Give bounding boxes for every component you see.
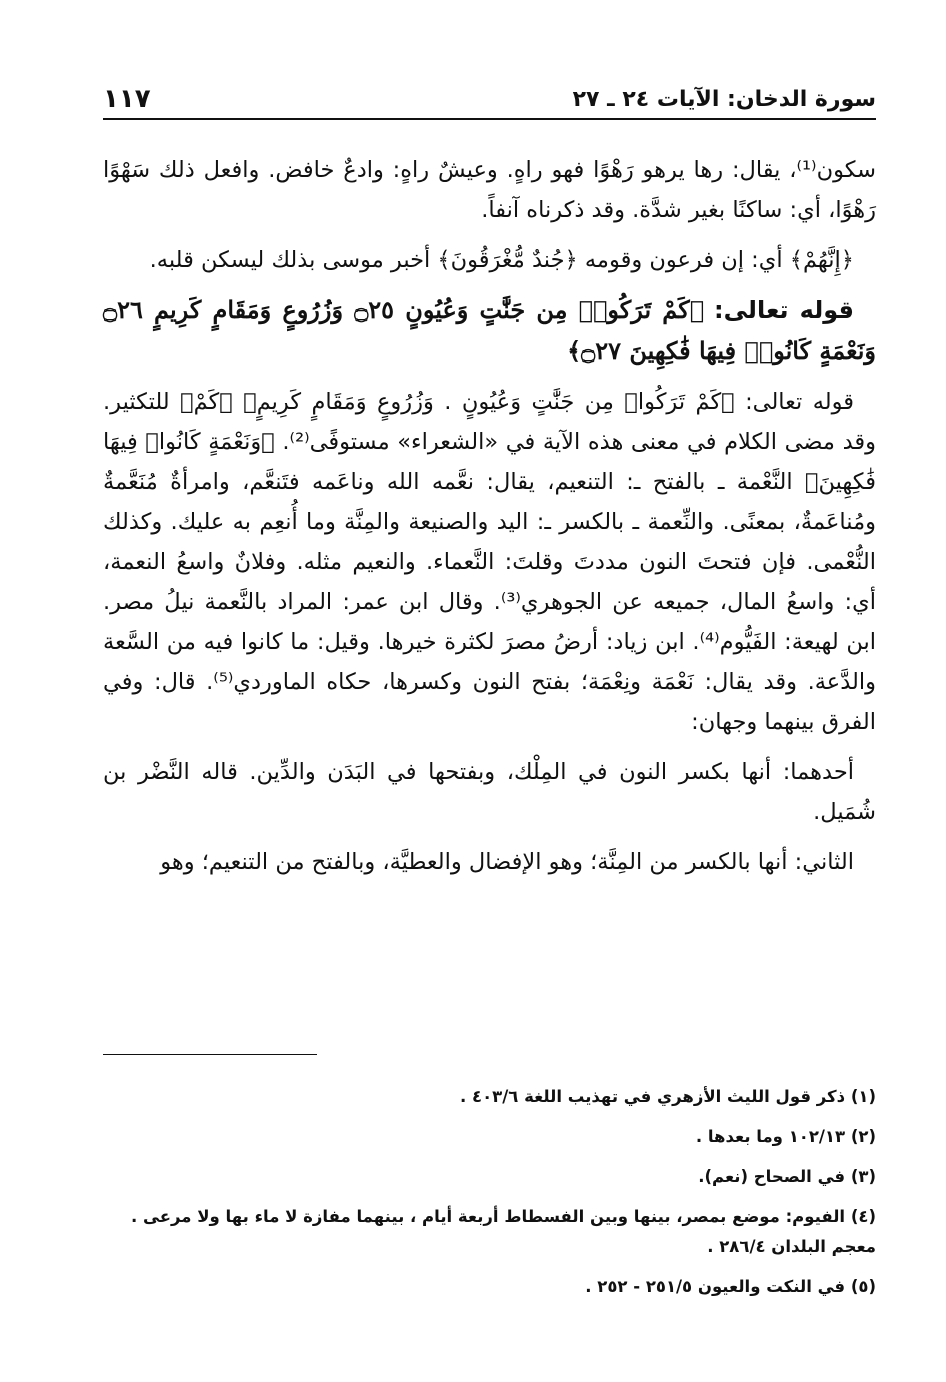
paragraph-5: الثاني: أنها بالكسر من المِنَّة؛ وهو الإفضال والعطيَّة، وبالفتح من التنعيم؛ وهو (160, 849, 854, 875)
main-text (103, 150, 876, 892)
footnotes (103, 1082, 876, 1312)
paragraph-2: ﴿إِنَّهُمْ﴾ أي: إن فرعون وقومه ﴿جُندٌ مُّغْرَقُونَ﴾ أخبر موسى بذلك ليسكن قلبه. (149, 247, 854, 273)
book-page (103, 0, 876, 1382)
footnote-4: (٤) الفيوم: موضع بمصر، بينها وبين الفسطاط أربعة أيام ، بينهما مفازة لا ماء بها ولا مرعى . معجم البلدان ٢٨٦/٤ . (131, 1207, 876, 1256)
running-header (103, 80, 876, 118)
verse-text: ﴿كَمْ تَرَكُوا۟ مِن جَنَّٰتٍ وَعُيُونٍ ۝٢٥ وَزُرُوعٍ وَمَقَامٍ كَرِيمٍ ۝٢٦ وَنَعْمَةٍ كَانُوا۟ فِيهَا فَٰكِهِينَ ۝٢٧﴾ (103, 295, 876, 365)
footnote-rule (103, 1054, 317, 1055)
paragraph-4: أحدهما: أنها بكسر النون في المِلْك، وبفتحها في البَدَن والدِّين. قاله النَّضْر بن شُمَيل. (103, 759, 876, 825)
running-title: سورة الدخان: الآيات ٢٤ ـ ٢٧ (572, 86, 876, 112)
footnote-2: (٢) ١٠٢/١٣ وما بعدها . (695, 1127, 876, 1146)
paragraph-3: قوله تعالى: ﴿كَمْ تَرَكُوا۟ مِن جَنَّٰتٍ وَعُيُونٍ . وَزُرُوعٍ وَمَقَامٍ كَرِيمٍ﴾ ﴿كَمْ﴾ للتكثير. وقد مضى الكلام في معنى هذه الآية في «الشعراء» مستوفًى⁽²⁾. ﴿وَنَعْمَةٍ كَانُوا۟ فِيهَا فَٰكِهِينَ﴾ النَّعْمة ـ بالفتح ـ: التنعيم، يقال: نعَّمه الله وناعَمه فتَنعَّم، وامرأةٌ مُنَعَّمةٌ ومُناعَمةٌ، بمعنًى. والنِّعمة ـ بالكسر ـ: اليد والصنيعة والمِنَّة وما أُنعِم به عليك. وكذلك النُّعْمى. فإن فتحتَ النون مددتَ وقلتَ: النَّعماء. والنعيم مثله. وفلانٌ واسعُ النعمة، أي: واسعُ المال، جميعه عن الجوهري⁽³⁾. وقال ابن عمر: المراد بالنَّعمة نيلُ مصر. ابن لهيعة: الفَيُّوم⁽⁴⁾. ابن زياد: أرضُ مصرَ لكثرة خيرها. وقيل: ما كانوا فيه من السَّعة والدَّعة. وقد يقال: نَعْمَة ونِعْمَة؛ بفتح النون وكسرها، حكاه الماوردي⁽⁵⁾. قال: وفي الفرق بينهما وجهان: (103, 389, 876, 735)
footnote-5: (٥) في النكت والعيون ٢٥١/٥ - ٢٥٢ . (585, 1277, 876, 1296)
verse-label: قوله تعالى: (714, 296, 854, 324)
footnote-3: (٣) في الصحاح (نعم). (698, 1167, 876, 1186)
footnote-1: (١) ذكر قول الليث الأزهري في تهذيب اللغة ٤٠٣/٦ . (460, 1087, 876, 1106)
header-rule (103, 118, 876, 120)
page-number: ١١٧ (103, 84, 151, 114)
verse-block (103, 290, 876, 372)
paragraph-1: سكون⁽¹⁾، يقال: رها يرهو رَهْوًا فهو راهٍ. وعيشٌ راهٍ: وادعٌ خافض. وافعل ذلك سَهْوًا رَهْوًا، أي: ساكنًا بغير شدَّة. وقد ذكرناه آنفاً. (103, 157, 876, 223)
